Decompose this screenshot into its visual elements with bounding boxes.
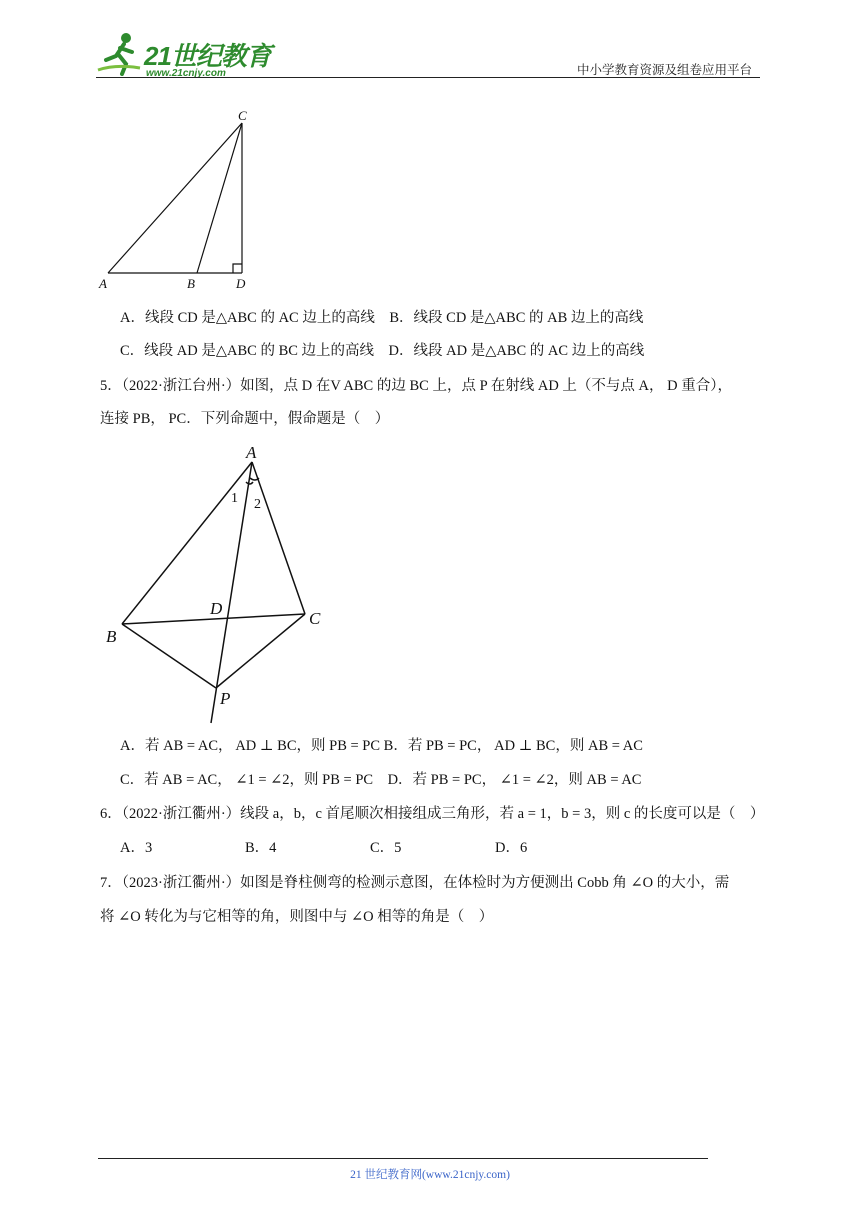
q6-option-a: A．3 — [120, 840, 153, 856]
q4-options-line1: A．线段 CD 是△ABC 的 AC 边上的高线 B．线段 CD 是△ABC 的 AB 边上的高线 — [120, 310, 644, 326]
figure-quadrilateral — [100, 440, 340, 730]
label-B: B — [106, 627, 117, 646]
q6-option-b: B．4 — [245, 840, 277, 856]
page-header — [96, 30, 756, 80]
label-D: D — [236, 276, 246, 291]
q6-option-c: C．5 — [370, 840, 402, 856]
label-B: B — [187, 276, 195, 291]
logo-url: www.21cnjy.com — [146, 68, 226, 79]
angle-label-2: 2 — [254, 497, 261, 512]
platform-title: 中小学教育资源及组卷应用平台 — [576, 63, 752, 77]
q6-stem: 6．（2022·浙江衢州·）线段 a，b，c 首尾顺次相接组成三角形，若 a = 1，b = 3，则 c 的长度可以是（ ） — [100, 806, 765, 822]
q7-stem-line2: 将 ∠O 转化为与它相等的角，则图中与 ∠O 相等的角是（ ） — [100, 909, 494, 925]
q4-options-line2: C．线段 AD 是△ABC 的 BC 边上的高线 D．线段 AD 是△ABC 的 AC 边上的高线 — [120, 343, 645, 359]
angle-label-1: 1 — [231, 491, 238, 506]
label-A: A — [246, 443, 257, 462]
q6-option-d: D．6 — [495, 840, 528, 856]
logo-text: 21世纪教育 — [144, 41, 271, 71]
q6-options — [120, 838, 620, 858]
q5-options-line2: C．若 AB = AC， ∠1 = ∠2，则 PB = PC D．若 PB = PC， ∠1 = ∠2，则 AB = AC — [120, 772, 642, 788]
header-divider — [96, 77, 760, 78]
q5-options-line1: A．若 AB = AC， AD ⊥ BC，则 PB = PC B．若 PB = PC， AD ⊥ BC，则 AB = AC — [120, 738, 643, 754]
label-C: C — [238, 108, 247, 123]
q5-stem-line1: 5．（2022·浙江台州·）如图，点 D 在V ABC 的边 BC 上，点 P 在射线 AD 上（不与点 A， D 重合）， — [100, 378, 732, 394]
logo-runner-icon — [96, 30, 142, 76]
q7-stem-line1: 7．（2023·浙江衢州·）如图是脊柱侧弯的检测示意图，在体检时为方便测出 Cobb 角 ∠O 的大小，需 — [100, 875, 730, 891]
footer-divider — [98, 1158, 708, 1159]
figure-right-triangle — [96, 105, 266, 295]
label-A: A — [99, 276, 107, 291]
footer-text: 21 世纪教育网(www.21cnjy.com) — [350, 1169, 510, 1181]
label-P: P — [220, 689, 231, 708]
label-D: D — [210, 599, 223, 618]
label-C: C — [309, 609, 321, 628]
q5-stem-line2: 连接 PB， PC．下列命题中，假命题是（ ） — [100, 411, 390, 427]
